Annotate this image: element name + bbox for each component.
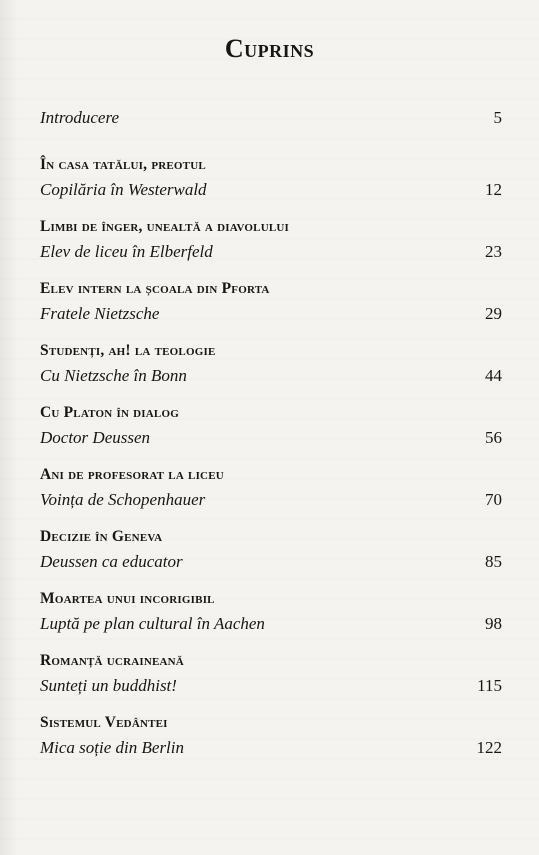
spacer xyxy=(40,132,506,154)
toc-entry xyxy=(40,216,506,266)
toc-subtitle: Deussen ca educator xyxy=(40,552,183,571)
spacer xyxy=(40,576,506,588)
toc-entry xyxy=(40,402,506,452)
toc-page-number: 23 xyxy=(485,242,502,261)
toc-page-number: 29 xyxy=(485,304,502,323)
spacer xyxy=(40,514,506,526)
spacer xyxy=(40,390,506,402)
toc-subtitle: Mica soție din Berlin xyxy=(40,738,185,757)
toc-chapter-heading: Sistemul Vedântei xyxy=(40,714,168,731)
toc-subtitle: Doctor Deussen xyxy=(40,428,151,447)
spacer xyxy=(40,204,506,216)
table-of-contents xyxy=(40,104,506,762)
toc-entry xyxy=(40,650,506,700)
toc-entry xyxy=(40,340,506,390)
toc-chapter-heading: Cu Platon în dialog xyxy=(40,404,179,421)
toc-subtitle: Introducere xyxy=(40,108,119,127)
toc-subtitle: Luptă pe plan cultural în Aachen xyxy=(40,614,265,633)
toc-subline xyxy=(40,362,506,390)
toc-subline xyxy=(40,300,506,328)
toc-page-number: 115 xyxy=(477,676,502,695)
toc-entry xyxy=(40,278,506,328)
toc-subtitle: Fratele Nietzsche xyxy=(40,304,160,323)
toc-chapter-heading: Limbi de înger, unealtă a diavolului xyxy=(40,218,290,235)
toc-subline xyxy=(40,238,506,266)
toc-subline xyxy=(40,424,506,452)
spacer xyxy=(40,700,506,712)
toc-entry xyxy=(40,154,506,204)
toc-page-number: 122 xyxy=(476,738,502,757)
toc-page-number: 44 xyxy=(485,366,502,385)
toc-subline xyxy=(40,486,506,514)
toc-subtitle: Sunteți un buddhist! xyxy=(40,676,177,695)
spacer xyxy=(40,328,506,340)
toc-subtitle: Elev de liceu în Elberfeld xyxy=(40,242,213,261)
toc-chapter-heading: Studenți, ah! la teologie xyxy=(40,342,216,359)
toc-page-number: 5 xyxy=(493,108,502,127)
toc-page-number: 98 xyxy=(485,614,502,633)
spacer xyxy=(40,452,506,464)
toc-chapter-heading: Decizie în Geneva xyxy=(40,528,163,545)
toc-subtitle: Copilăria în Westerwald xyxy=(40,180,207,199)
toc-entry-introduction xyxy=(40,104,506,132)
toc-subline xyxy=(40,672,506,700)
toc-subline xyxy=(40,548,506,576)
toc-subtitle: Cu Nietzsche în Bonn xyxy=(40,366,187,385)
toc-page-number: 85 xyxy=(485,552,502,571)
toc-subtitle: Voința de Schopenhauer xyxy=(40,490,206,509)
toc-entry xyxy=(40,588,506,638)
toc-subline xyxy=(40,734,506,762)
toc-chapter-heading: În casa tatălui, preotul xyxy=(40,156,206,173)
toc-entry xyxy=(40,464,506,514)
toc-page-number: 12 xyxy=(485,180,502,199)
toc-chapter-heading: Ani de profesorat la liceu xyxy=(40,466,224,483)
toc-page-number: 70 xyxy=(485,490,502,509)
toc-subline xyxy=(40,610,506,638)
toc-subline xyxy=(40,176,506,204)
toc-subline xyxy=(40,104,506,132)
toc-chapter-heading: Elev intern la școala din Pforta xyxy=(40,280,270,297)
spacer xyxy=(40,638,506,650)
toc-chapter-heading: Romanță ucraineană xyxy=(40,652,184,669)
toc-entry xyxy=(40,712,506,762)
spacer xyxy=(40,266,506,278)
toc-chapter-heading: Moartea unui incorigibil xyxy=(40,590,215,607)
toc-page-number: 56 xyxy=(485,428,502,447)
toc-entry xyxy=(40,526,506,576)
page-title: Cuprins xyxy=(224,34,315,63)
